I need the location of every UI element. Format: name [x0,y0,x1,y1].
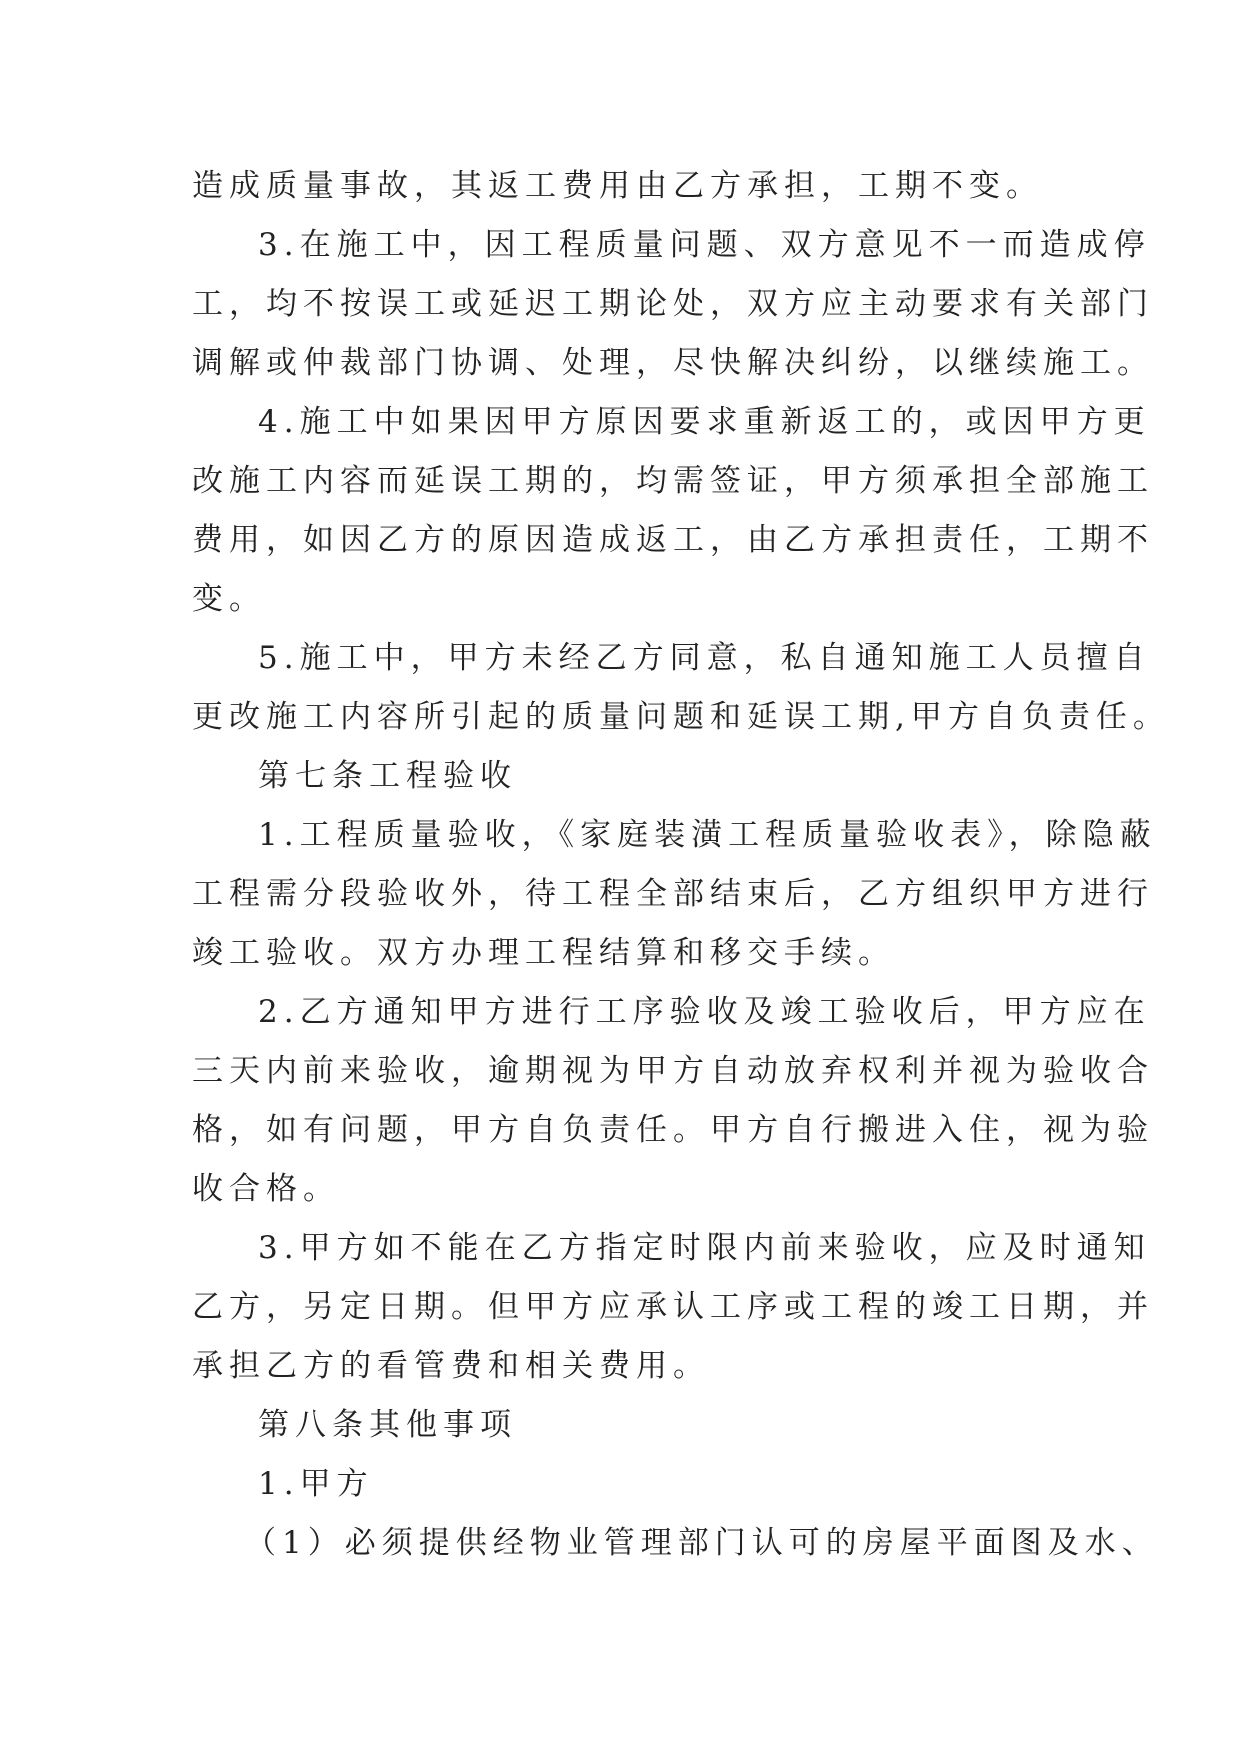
text-line: 2.乙方通知甲方进行工序验收及竣工验收后，甲方应在 [258,994,1151,1030]
text-line: 造成质量事故，其返工费用由乙方承担，工期不变。 [192,168,1043,204]
text-line: 3.在施工中，因工程质量问题、双方意见不一而造成停 [258,227,1151,263]
text-line: 乙方，另定日期。但甲方应承认工序或工程的竣工日期，并 [192,1289,1154,1325]
text-line: 3.甲方如不能在乙方指定时限内前来验收，应及时通知 [258,1230,1151,1266]
text-line: 格，如有问题，甲方自负责任。甲方自行搬进入住，视为验 [192,1112,1154,1148]
text-line: 更改施工内容所引起的质量问题和延误工期,甲方自负责任。 [192,699,1170,735]
text-line: 1.工程质量验收，《家庭装潢工程质量验收表》，除隐蔽 [258,817,1157,853]
text-line: 工程需分段验收外，待工程全部结束后，乙方组织甲方进行 [192,876,1154,912]
text-line: 调解或仲裁部门协调、处理，尽快解决纠纷，以继续施工。 [192,345,1154,381]
text-line: 竣工验收。双方办理工程结算和移交手续。 [192,935,895,971]
text-line: 1.甲方 [258,1466,374,1502]
text-line: 变。 [192,581,266,617]
text-line: （1）必须提供经物业管理部门认可的房屋平面图及水、 [245,1525,1159,1561]
text-line: 费用，如因乙方的原因造成返工，由乙方承担责任，工期不 [192,522,1154,558]
text-line: 收合格。 [192,1171,340,1207]
section-heading: 第八条其他事项 [258,1407,517,1443]
text-line: 工，均不按误工或延迟工期论处，双方应主动要求有关部门 [192,286,1154,322]
text-line: 改施工内容而延误工期的，均需签证，甲方须承担全部施工 [192,463,1154,499]
section-heading: 第七条工程验收 [258,758,517,794]
text-line: 5.施工中，甲方未经乙方同意，私自通知施工人员擅自 [258,640,1151,676]
text-line: 承担乙方的看管费和相关费用。 [192,1348,710,1384]
text-line: 4.施工中如果因甲方原因要求重新返工的，或因甲方更 [258,404,1151,440]
text-line: 三天内前来验收，逾期视为甲方自动放弃权利并视为验收合 [192,1053,1154,1089]
